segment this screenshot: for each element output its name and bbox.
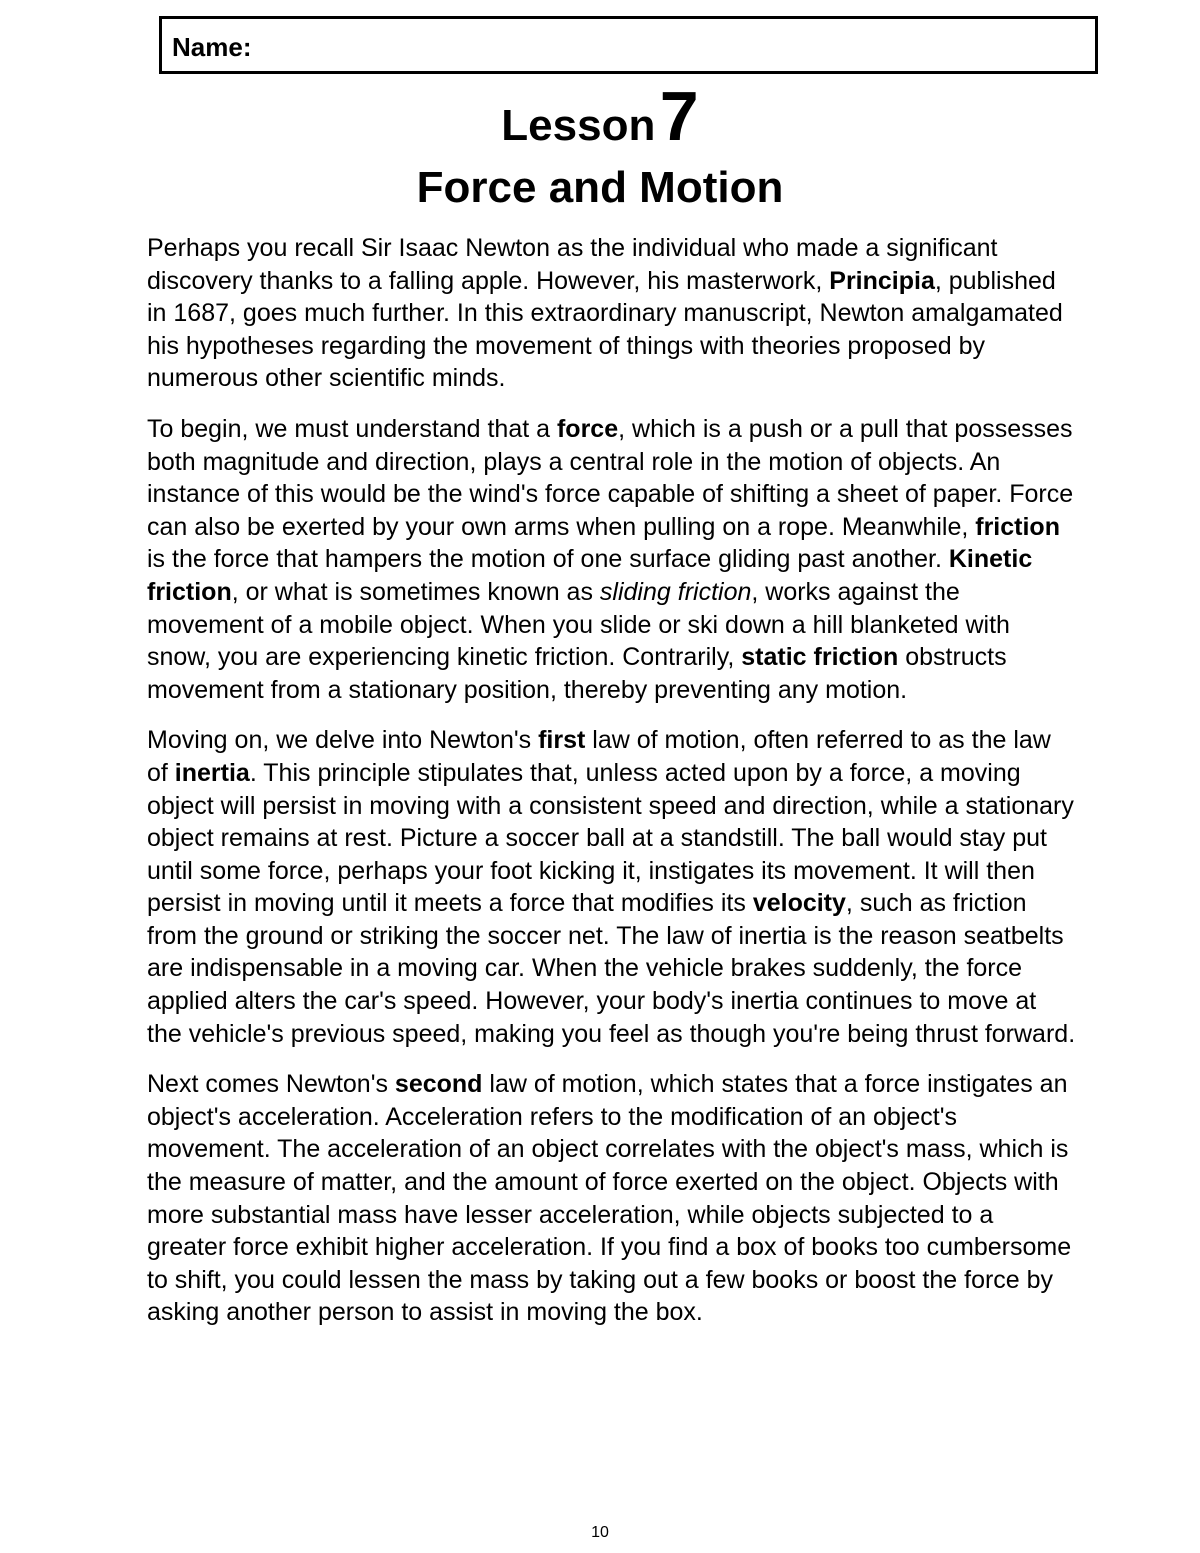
text-run: . This principle stipulates that, unless acted upon by a force, a moving object will persist in moving with a consistent speed and direction, while a stationary object remains at rest. Picture a soccer ball at a standstill. The ball would stay put until some force, perhaps your foot kicking it, instigates its movement. It will then persist in moving until it meets a force that modifies its	[147, 758, 1074, 918]
paragraph-second-law	[147, 1068, 1077, 1329]
lesson-body	[147, 232, 1077, 1347]
bold-term: velocity	[752, 889, 846, 918]
lesson-subtitle: Force and Motion	[416, 163, 784, 212]
lesson-word: Lesson	[501, 101, 656, 150]
bold-term: second	[394, 1070, 483, 1099]
bold-term: static friction	[741, 643, 899, 672]
text-run: , works against the movement of a mobile object. When you slide or ski down a hill blanketed with snow, you are experiencing kinetic friction. Contrarily,	[147, 577, 1010, 672]
text-run: law of motion, which states that a force instigates an object's acceleration. Acceleration refers to the modification of an object's movement. The acceleration of an object correlates with the object's mass, which is the measure of matter, and the amount of force exerted on the object. Objects with more substantial mass have lesser acceleration, while objects subjected to a greater force exhibit higher acceleration. If you find a box of books too cumbersome to shift, you could lessen the mass by taking out a few books or boost the force by asking another person to assist in moving the box.	[147, 1070, 1072, 1327]
bold-term: inertia	[174, 758, 250, 787]
text-run: , or what is sometimes known as	[231, 577, 600, 606]
paragraph-principia	[147, 232, 1077, 395]
name-field-box[interactable]	[159, 16, 1098, 74]
bold-term: force	[556, 414, 619, 443]
text-run: obstructs movement from a stationary position, thereby preventing any motion.	[147, 643, 1007, 704]
lesson-number: 7	[659, 77, 699, 155]
paragraph-first-law	[147, 724, 1077, 1050]
text-run: , published in 1687, goes much further. In this extraordinary manuscript, Newton amalgamated his hypotheses regarding the movement of things with theories proposed by numerous other scientific minds.	[147, 266, 1063, 393]
text-run: To begin, we must understand that a	[147, 414, 557, 443]
bold-term: Kinetic friction	[147, 545, 1033, 606]
text-run: Next comes Newton's	[147, 1070, 395, 1099]
page-number: 10	[591, 1524, 609, 1541]
text-run: is the force that hampers the motion of one surface gliding past another.	[147, 545, 949, 574]
text-run: Moving on, we delve into Newton's	[147, 726, 539, 755]
italic-term: sliding friction	[599, 577, 752, 606]
text-run: Perhaps you recall Sir Isaac Newton as the individual who made a significant discovery thanks to a falling apple. However, his masterwork,	[147, 234, 998, 295]
bold-term: first	[538, 726, 586, 755]
text-run: , which is a push or a pull that possesses both magnitude and direction, plays a central role in the motion of objects. An instance of this would be the wind's force capable of shifting a sheet of paper. Force can also be exerted by your own arms when pulling on a rope. Meanwhile,	[147, 414, 1074, 541]
paragraph-force-friction	[147, 413, 1077, 706]
bold-term: friction	[975, 512, 1060, 541]
name-label: Name:	[172, 32, 252, 62]
text-run: law of motion, often referred to as the law of	[147, 726, 1051, 787]
text-run: , such as friction from the ground or striking the soccer net. The law of inertia is the reason seatbelts are indispensable in a moving car. When the vehicle brakes suddenly, the force applied alters the car's speed. However, your body's inertia continues to move at the vehicle's previous speed, making you feel as though you're being thrust forward.	[147, 889, 1076, 1048]
lesson-heading	[0, 77, 1200, 172]
bold-term: Principia	[829, 266, 935, 295]
